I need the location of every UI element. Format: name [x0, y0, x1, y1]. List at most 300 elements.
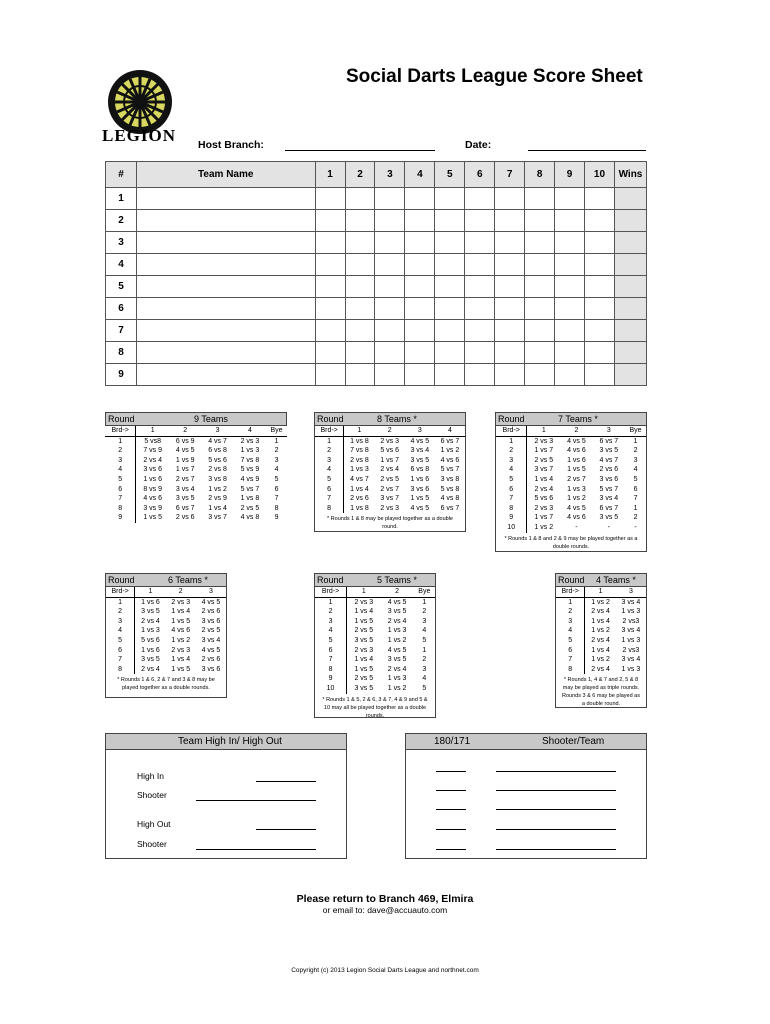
- board-number: 4: [234, 426, 266, 436]
- matchup: 2 vs 3: [534, 437, 554, 445]
- team-row: [106, 276, 647, 298]
- round-score-cell[interactable]: [435, 276, 465, 298]
- round-number: 2: [556, 607, 585, 617]
- round-number: 4: [105, 465, 136, 475]
- round-score-cell[interactable]: [525, 276, 555, 298]
- schedule-row: [556, 665, 646, 675]
- matchup: 8 vs 9: [143, 485, 163, 493]
- shooter-label-2: Shooter: [137, 839, 167, 849]
- matchup: 2 vs 6: [350, 495, 369, 503]
- team-name-cell[interactable]: [136, 298, 315, 320]
- wins-cell[interactable]: [614, 232, 646, 254]
- matchup: 5 vs 7: [599, 485, 619, 493]
- matchup: 1 vs 2: [208, 485, 227, 493]
- matchup: 3 vs 5: [599, 514, 619, 522]
- round-score-cell[interactable]: [405, 364, 435, 386]
- round-score-cell[interactable]: [435, 342, 465, 364]
- team-row: [106, 254, 647, 276]
- matchup: 2 vs 4: [591, 608, 610, 616]
- matchup: 1 vs 4: [354, 656, 374, 664]
- round-number: 3: [556, 617, 585, 627]
- schedule-row: [315, 636, 435, 646]
- matchup: 2 vs 5: [354, 675, 374, 683]
- matchup: 1 vs 6: [141, 598, 160, 606]
- matchup: 5: [274, 475, 279, 483]
- matchup: 3 vs 5: [387, 656, 407, 664]
- matchup: 2 vs 4: [141, 665, 160, 673]
- matchup: 2 vs 3: [354, 598, 374, 606]
- round-number: 2: [496, 446, 527, 456]
- board-number: 2: [375, 426, 405, 436]
- round-score-cell[interactable]: [465, 364, 495, 386]
- matchup: 1 vs 3: [621, 608, 641, 616]
- round-number: 6: [556, 646, 585, 656]
- round-score-cell[interactable]: [585, 276, 615, 298]
- round-score-cell[interactable]: [525, 188, 555, 210]
- shooter-team-line-5[interactable]: [496, 849, 616, 850]
- round-score-cell[interactable]: [315, 342, 345, 364]
- matchup: 1 vs 3: [350, 466, 369, 474]
- matchup: 2 vs 4: [141, 617, 160, 625]
- nine-teams-schedule: [105, 412, 287, 523]
- date-line[interactable]: [528, 150, 646, 151]
- round-score-cell[interactable]: [375, 276, 405, 298]
- round-score-cell[interactable]: [555, 276, 585, 298]
- matchup: 5: [633, 475, 638, 483]
- col-wins: Wins: [614, 162, 646, 188]
- round-number: 2: [106, 607, 135, 617]
- round-score-cell[interactable]: [465, 298, 495, 320]
- round-label: Round: [317, 575, 344, 585]
- round-number: 5: [315, 636, 347, 646]
- schedule-row: [315, 597, 435, 607]
- board-number: 2: [169, 426, 201, 436]
- matchup: 1 vs 2: [534, 523, 554, 531]
- round-number: 9: [105, 513, 136, 523]
- round-score-cell[interactable]: [315, 232, 345, 254]
- matchup: 7 vs 8: [350, 447, 369, 455]
- round-score-cell[interactable]: [435, 364, 465, 386]
- matchup: 1 vs 6: [143, 475, 163, 483]
- round-score-cell[interactable]: [585, 210, 615, 232]
- matchup: 2 vs 5: [380, 475, 400, 483]
- schedule-row: [105, 446, 287, 456]
- schedule-row: [496, 456, 646, 466]
- schedule-grid: [106, 587, 226, 674]
- round-score-cell[interactable]: [555, 232, 585, 254]
- team-number: 5: [106, 276, 137, 298]
- round-number: 4: [106, 626, 135, 636]
- matchup: 1 vs 4: [171, 608, 191, 616]
- matchup: 2: [633, 447, 638, 455]
- team-name-cell[interactable]: [136, 188, 315, 210]
- round-score-cell[interactable]: [585, 342, 615, 364]
- round-score-cell[interactable]: [315, 188, 345, 210]
- legion-logo: [104, 68, 176, 150]
- high-out-line[interactable]: [256, 829, 316, 830]
- round-score-cell[interactable]: [525, 232, 555, 254]
- seven-teams-header: [495, 412, 647, 426]
- round-number: 3: [496, 456, 527, 466]
- schedule-row: [315, 465, 465, 475]
- round-score-cell[interactable]: [465, 342, 495, 364]
- shooter-team-line-3[interactable]: [496, 809, 616, 810]
- matchup: 1 vs 4: [354, 608, 374, 616]
- round-score-cell[interactable]: [435, 188, 465, 210]
- round-number: 9: [496, 513, 527, 523]
- matchup: 2 vs 5: [201, 627, 221, 635]
- round-score-cell[interactable]: [555, 320, 585, 342]
- six-teams-title: 6 Teams *: [168, 575, 208, 585]
- score-line-1[interactable]: [436, 771, 466, 772]
- round-score-cell[interactable]: [585, 364, 615, 386]
- board-number: 2: [381, 587, 414, 597]
- matchup: 4 vs 6: [143, 495, 163, 503]
- team-name-cell[interactable]: [136, 342, 315, 364]
- round-score-cell[interactable]: [555, 210, 585, 232]
- matchup: 2: [422, 608, 427, 616]
- round-score-cell[interactable]: [465, 254, 495, 276]
- round-number: 1: [496, 436, 527, 446]
- schedule-grid: [496, 426, 646, 533]
- matchup: 1 vs 5: [354, 617, 374, 625]
- round-score-cell[interactable]: [345, 298, 375, 320]
- round-number: 3: [315, 617, 347, 627]
- round-score-cell[interactable]: [465, 320, 495, 342]
- matchup: 1 vs 2: [387, 636, 407, 644]
- score-line-2[interactable]: [436, 790, 466, 791]
- six-teams-schedule: [105, 573, 227, 698]
- matchup: 1 vs 4: [534, 475, 554, 483]
- round-score-cell[interactable]: [495, 320, 525, 342]
- matchup: 2 vs 6: [175, 514, 195, 522]
- matchup: 4 vs 5: [410, 504, 430, 512]
- round-score-cell[interactable]: [375, 188, 405, 210]
- board-number: 3: [405, 426, 435, 436]
- round-number: 4: [315, 465, 344, 475]
- matchup: 3: [422, 665, 427, 673]
- matchup: 2 vs 9: [208, 495, 227, 503]
- matchup: 4 vs 5: [567, 437, 586, 445]
- round-score-cell[interactable]: [585, 188, 615, 210]
- matchup: 5 vs 9: [240, 466, 260, 474]
- shooter-team-line-2[interactable]: [496, 790, 616, 791]
- team-name-cell[interactable]: [136, 254, 315, 276]
- matchup: 2 vs 8: [208, 466, 227, 474]
- round-score-cell[interactable]: [345, 364, 375, 386]
- col-round-5: 5: [435, 162, 465, 188]
- matchup: 1 vs 3: [567, 485, 586, 493]
- round-score-cell[interactable]: [315, 298, 345, 320]
- round-score-cell[interactable]: [375, 364, 405, 386]
- round-score-cell[interactable]: [585, 320, 615, 342]
- round-score-cell[interactable]: [495, 276, 525, 298]
- matchup: 6 vs 7: [440, 504, 460, 512]
- round-score-cell[interactable]: [435, 210, 465, 232]
- round-score-cell[interactable]: [315, 276, 345, 298]
- shooter-line-2[interactable]: [196, 849, 316, 850]
- matchup: 5 vs 6: [208, 456, 227, 464]
- round-score-cell[interactable]: [345, 232, 375, 254]
- matchup: 1 vs 2: [567, 495, 586, 503]
- col-shooter-team: Shooter/Team: [542, 736, 605, 747]
- round-number: 4: [496, 465, 527, 475]
- host-branch-line[interactable]: [285, 150, 435, 151]
- round-score-cell[interactable]: [315, 254, 345, 276]
- matchup: 3 vs 4: [201, 636, 221, 644]
- round-score-cell[interactable]: [405, 254, 435, 276]
- schedule-row: [105, 456, 287, 466]
- matchup: 1 vs 4: [591, 646, 610, 654]
- round-score-cell[interactable]: [495, 298, 525, 320]
- schedule-row: [106, 607, 226, 617]
- schedule-row: [315, 456, 465, 466]
- schedule-row: [315, 626, 435, 636]
- matchup: 1 vs 8: [240, 495, 260, 503]
- board-number: Bye: [414, 587, 435, 597]
- col-round-4: 4: [405, 162, 435, 188]
- matchup: 7 vs 8: [240, 456, 260, 464]
- wins-cell[interactable]: [614, 320, 646, 342]
- round-label: Round: [108, 575, 135, 585]
- round-score-cell[interactable]: [525, 254, 555, 276]
- schedule-grid: [315, 426, 465, 513]
- round-number: 1: [556, 597, 585, 607]
- round-score-cell[interactable]: [375, 342, 405, 364]
- wins-cell[interactable]: [614, 342, 646, 364]
- wins-cell[interactable]: [614, 276, 646, 298]
- board-number: 1: [347, 587, 381, 597]
- matchup: 1 vs 6: [410, 475, 430, 483]
- score-line-4[interactable]: [436, 829, 466, 830]
- matchup: 1 vs 3: [387, 627, 407, 635]
- matchup: 6: [274, 485, 279, 493]
- matchup: 2 vs 3: [354, 646, 374, 654]
- round-score-cell[interactable]: [435, 232, 465, 254]
- round-score-cell[interactable]: [495, 188, 525, 210]
- round-score-cell[interactable]: [555, 188, 585, 210]
- team-name-cell[interactable]: [136, 276, 315, 298]
- schedule-row: [106, 646, 226, 656]
- round-score-cell[interactable]: [435, 298, 465, 320]
- matchup: 1 vs 5: [410, 495, 430, 503]
- round-label: Round: [498, 414, 525, 424]
- col-number: #: [106, 162, 137, 188]
- round-score-cell[interactable]: [405, 298, 435, 320]
- matchup: 3 vs 5: [599, 447, 619, 455]
- score-line-5[interactable]: [436, 849, 466, 850]
- six-teams-note: * Rounds 1 & 6, 2 & 7 and 3 & 8 may be played together as a double rounds.: [117, 677, 215, 692]
- round-score-cell[interactable]: [345, 320, 375, 342]
- matchup: 3 vs 6: [201, 617, 221, 625]
- eight-teams-title: 8 Teams *: [377, 414, 417, 424]
- round-score-cell[interactable]: [465, 210, 495, 232]
- board-header-row: [105, 426, 287, 436]
- matchup: 3 vs 8: [440, 475, 460, 483]
- shooter-team-line-1[interactable]: [496, 771, 616, 772]
- matchup: 4 vs 5: [567, 504, 586, 512]
- shooter-team-line-4[interactable]: [496, 829, 616, 830]
- five-teams-header: [314, 573, 436, 587]
- matchup: 4 vs 9: [240, 475, 260, 483]
- matchup: 7: [274, 495, 279, 503]
- round-score-cell[interactable]: [465, 276, 495, 298]
- team-row: [106, 298, 647, 320]
- shooter-box: [405, 733, 647, 859]
- round-score-cell[interactable]: [495, 210, 525, 232]
- matchup: 5 vs 6: [534, 495, 554, 503]
- round-score-cell[interactable]: [315, 320, 345, 342]
- matchup: 7 vs 9: [143, 447, 163, 455]
- matchup: 4: [422, 627, 427, 635]
- matchup: 3 vs 6: [201, 665, 221, 673]
- round-score-cell[interactable]: [585, 298, 615, 320]
- schedule-row: [496, 523, 646, 533]
- matchup: 1 vs 9: [175, 456, 195, 464]
- round-score-cell[interactable]: [585, 232, 615, 254]
- round-score-cell[interactable]: [435, 254, 465, 276]
- matchup: 3 vs 4: [621, 627, 641, 635]
- matchup: 3: [274, 456, 279, 464]
- round-score-cell[interactable]: [525, 298, 555, 320]
- team-row: [106, 188, 647, 210]
- round-score-cell[interactable]: [585, 254, 615, 276]
- matchup: 1 vs 5: [171, 665, 191, 673]
- matchup: 4 vs 6: [440, 456, 460, 464]
- score-line-3[interactable]: [436, 809, 466, 810]
- team-name-cell[interactable]: [136, 364, 315, 386]
- schedule-row: [105, 465, 287, 475]
- schedule-row: [315, 436, 465, 446]
- round-number: 6: [315, 646, 347, 656]
- matchup: 4 vs 6: [567, 447, 586, 455]
- round-number: 2: [315, 446, 344, 456]
- schedule-row: [106, 636, 226, 646]
- round-score-cell[interactable]: [375, 320, 405, 342]
- round-score-cell[interactable]: [375, 254, 405, 276]
- matchup: 5: [422, 636, 427, 644]
- matchup: 2 vs 3: [171, 598, 191, 606]
- col-round-7: 7: [495, 162, 525, 188]
- matchup: 2 vs 4: [534, 485, 554, 493]
- round-score-cell[interactable]: [555, 364, 585, 386]
- schedule-row: [105, 504, 287, 514]
- wins-cell[interactable]: [614, 364, 646, 386]
- team-number: 1: [106, 188, 137, 210]
- round-score-cell[interactable]: [405, 276, 435, 298]
- round-score-cell[interactable]: [435, 320, 465, 342]
- four-teams-header: [555, 573, 647, 587]
- round-score-cell[interactable]: [525, 342, 555, 364]
- matchup: 1: [422, 598, 427, 606]
- schedule-row: [106, 597, 226, 607]
- round-score-cell[interactable]: [495, 342, 525, 364]
- round-score-cell[interactable]: [495, 254, 525, 276]
- matchup: 6: [633, 485, 638, 493]
- col-round-3: 3: [375, 162, 405, 188]
- shooter-label: Shooter: [137, 790, 167, 800]
- round-score-cell[interactable]: [375, 210, 405, 232]
- five-teams-schedule: [314, 573, 436, 718]
- high-in-line[interactable]: [256, 781, 316, 782]
- round-score-cell[interactable]: [495, 232, 525, 254]
- team-name-cell[interactable]: [136, 232, 315, 254]
- round-score-cell[interactable]: [405, 188, 435, 210]
- matchup: 5 vs8: [144, 437, 162, 445]
- round-score-cell[interactable]: [495, 364, 525, 386]
- matchup: 1: [422, 646, 427, 654]
- schedule-row: [556, 597, 646, 607]
- matchup: 2 vs 8: [350, 456, 369, 464]
- team-row: [106, 342, 647, 364]
- round-label: Round: [558, 575, 585, 585]
- round-score-cell[interactable]: [345, 254, 375, 276]
- col-round-9: 9: [555, 162, 585, 188]
- team-number: 7: [106, 320, 137, 342]
- round-number: 7: [105, 494, 136, 504]
- wins-cell[interactable]: [614, 210, 646, 232]
- round-score-cell[interactable]: [555, 298, 585, 320]
- wins-cell[interactable]: [614, 298, 646, 320]
- eight-teams-note: * Rounds 1 & 8 may be played together as a double round.: [327, 516, 453, 531]
- team-high-box: [105, 733, 347, 859]
- round-score-cell[interactable]: [345, 188, 375, 210]
- schedule-row: [315, 446, 465, 456]
- matchup: 2 vs 4: [380, 466, 400, 474]
- round-score-cell[interactable]: [555, 254, 585, 276]
- matchup: -: [634, 523, 637, 531]
- round-score-cell[interactable]: [405, 232, 435, 254]
- round-score-cell[interactable]: [555, 342, 585, 364]
- matchup: 2: [422, 656, 427, 664]
- wins-cell[interactable]: [614, 254, 646, 276]
- schedule-row: [556, 607, 646, 617]
- matchup: 1: [633, 437, 638, 445]
- shooter-line[interactable]: [196, 800, 316, 801]
- round-score-cell[interactable]: [525, 364, 555, 386]
- round-score-cell[interactable]: [375, 232, 405, 254]
- round-score-cell[interactable]: [345, 276, 375, 298]
- round-score-cell[interactable]: [525, 210, 555, 232]
- round-score-cell[interactable]: [315, 364, 345, 386]
- round-score-cell[interactable]: [405, 210, 435, 232]
- schedule-row: [315, 607, 435, 617]
- matchup: 2 vs3: [622, 646, 640, 654]
- round-score-cell[interactable]: [375, 298, 405, 320]
- team-name-cell[interactable]: [136, 320, 315, 342]
- round-score-cell[interactable]: [465, 232, 495, 254]
- six-teams-header: [105, 573, 227, 587]
- round-score-cell[interactable]: [525, 320, 555, 342]
- wins-cell[interactable]: [614, 188, 646, 210]
- round-score-cell[interactable]: [405, 320, 435, 342]
- round-score-cell[interactable]: [345, 342, 375, 364]
- round-score-cell[interactable]: [405, 342, 435, 364]
- four-teams-note: * Rounds 1, 4 & 7 and 2, 5 & 8 may be played as triple rounds. Rounds 3 & 6 may be played as a double round.: [562, 677, 640, 708]
- round-number: 5: [496, 475, 527, 485]
- round-score-cell[interactable]: [465, 188, 495, 210]
- team-name-cell[interactable]: [136, 210, 315, 232]
- schedule-row: [106, 655, 226, 665]
- matchup: 5 vs 8: [440, 485, 460, 493]
- email-line: or email to: dave@accuauto.com: [322, 905, 448, 915]
- shooter-box-header: [406, 734, 646, 750]
- round-score-cell[interactable]: [315, 210, 345, 232]
- round-score-cell[interactable]: [345, 210, 375, 232]
- matchup: 3 vs 4: [410, 447, 430, 455]
- matchup: 4 vs 7: [350, 475, 369, 483]
- matchup: 1 vs 7: [534, 447, 554, 455]
